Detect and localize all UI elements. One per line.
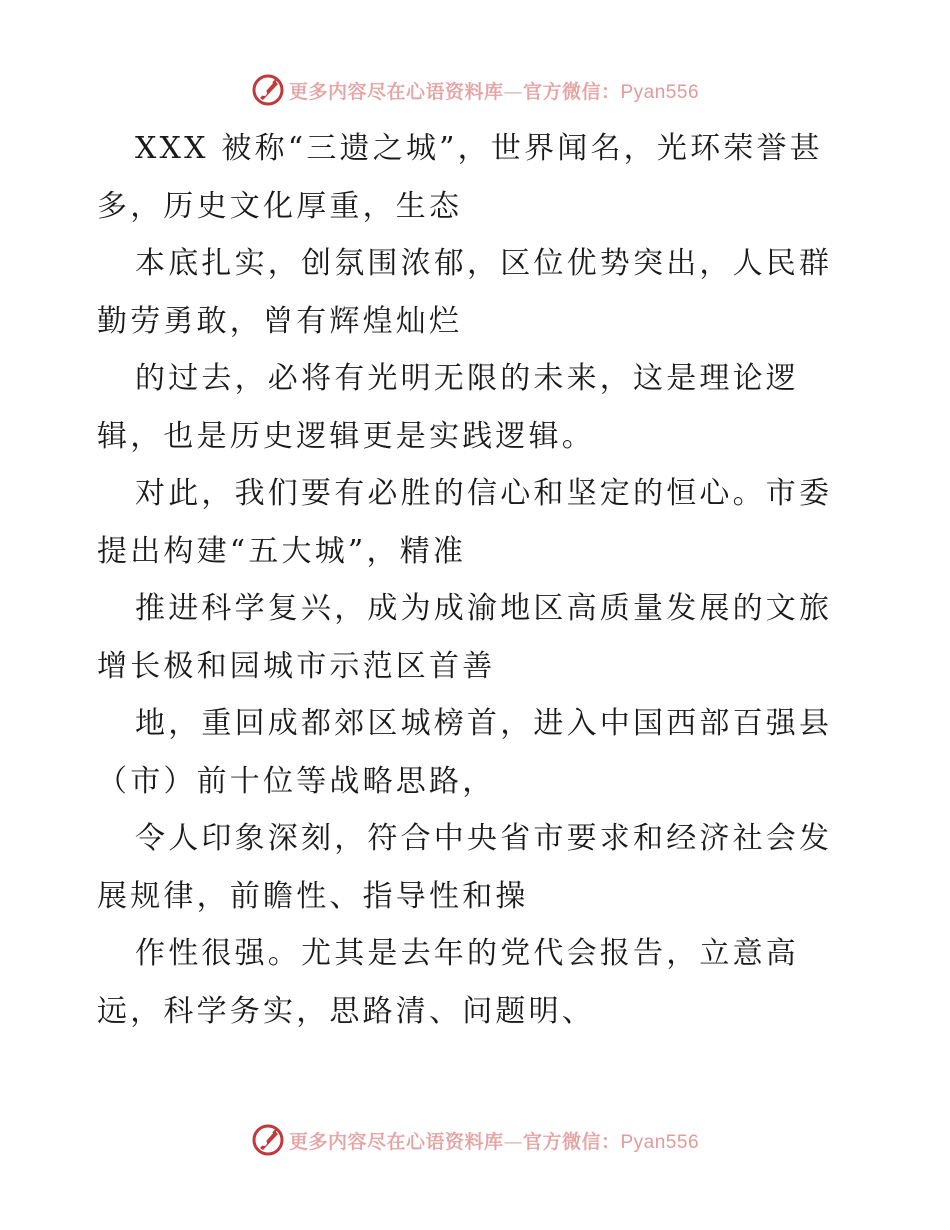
body-line: 多，历史文化厚重，生态 [97,188,463,224]
banner-dash: — [503,80,523,103]
body-line: 远，科学务实，思路清、问题明、 [97,993,595,1029]
body-line: 提出构建“五大城”，精准 [97,533,467,569]
footer-banner [0,1120,950,1160]
banner-wechat-id: Pyan556 [620,81,700,103]
banner-wechat-id: Pyan556 [620,1131,700,1153]
banner-main-text: 更多内容尽在心语资料库 [288,1130,504,1153]
body-line: 对此，我们要有必胜的信心和坚定的恒心。市委 [135,476,833,511]
body-line: 增长极和园城市示范区首善 [97,648,496,684]
body-line: 展规律，前瞻性、指导性和操 [97,878,529,914]
banner-label: 官方微信： [522,1130,621,1153]
body-line: XXX 被称“三遗之城”，世界闻名，光环荣誉甚 [135,131,823,166]
document-body [97,120,857,1040]
body-line: 令人印象深刻，符合中央省市要求和经济社会发 [135,821,833,856]
body-line: 本底扎实，创氛围浓郁，区位优势突出，人民群 [135,246,833,281]
body-line: 推进科学复兴，成为成渝地区高质量发展的文旅 [135,591,833,626]
body-line: 辑，也是历史逻辑更是实践逻辑。 [97,418,595,454]
quill-logo-icon [251,73,285,107]
header-banner [0,70,950,110]
quill-logo-icon [251,1123,285,1157]
banner-label: 官方微信： [522,80,621,103]
body-line: （市）前十位等战略思路， [97,763,496,799]
body-line: 的过去，必将有光明无限的未来，这是理论逻 [135,361,799,396]
banner-text [289,77,699,104]
body-line: 地，重回成都郊区城榜首，进入中国西部百强县 [135,706,833,741]
banner-text [289,1127,699,1154]
banner-dash: — [503,1130,523,1153]
banner-main-text: 更多内容尽在心语资料库 [288,80,504,103]
body-line: 作性很强。尤其是去年的党代会报告，立意高 [135,936,799,971]
body-line: 勤劳勇敢，曾有辉煌灿烂 [97,303,463,339]
